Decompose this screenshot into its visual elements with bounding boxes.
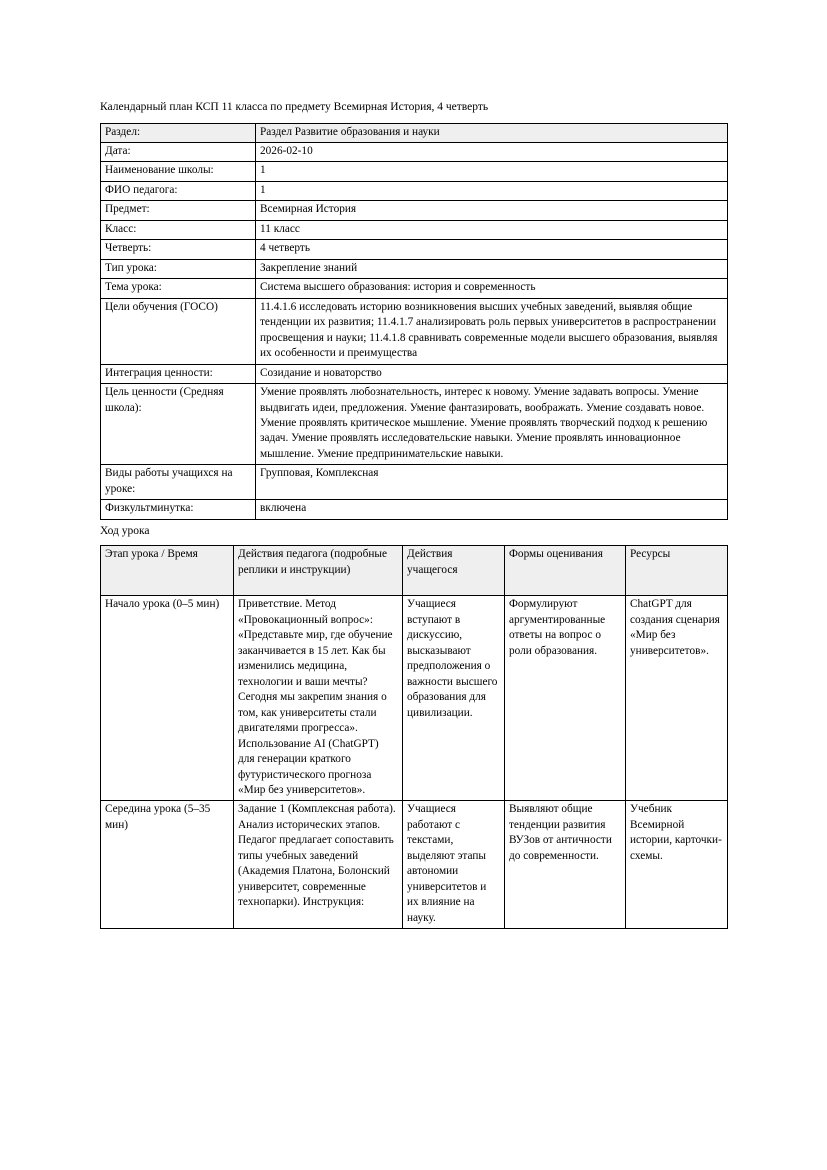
metadata-value: 11.4.1.6 исследовать историю возникновения высших учебных заведений, выявляя общие тенденции их развития; 11.4.1.7 анализировать роль первых университетов в распространении просвещения и науки; 11.4.1.8 сравнивать современные модели высшего образования, выявляя их особенности и преимущества: [256, 298, 728, 364]
metadata-value: Закрепление знаний: [256, 259, 728, 278]
table-row: [101, 801, 728, 929]
cell-resources: Учебник Всемирной истории, карточки-схемы.: [626, 801, 728, 929]
cell-teacher-actions: Приветствие. Метод «Провокационный вопрос»: «Представьте мир, где обучение заканчивается в 15 лет. Как бы изменились медицина, технологии и ваши мечты? Сегодня мы закрепим знания о том, как университеты стали двигателями прогресса». Использование AI (ChatGPT) для генерации краткого футуристического прогноза «Мир без университетов».: [234, 596, 403, 801]
table-row: [101, 279, 728, 298]
metadata-label: Тип урока:: [101, 259, 256, 278]
cell-student-actions: Учащиеся вступают в дискуссию, высказывают предположения о важности высшего образования для цивилизации.: [403, 596, 505, 801]
metadata-value: Созидание и новаторство: [256, 364, 728, 383]
column-header-assessment-forms: Формы оценивания: [505, 546, 626, 596]
table-row: [101, 181, 728, 200]
metadata-label: Физкультминутка:: [101, 500, 256, 519]
table-row: [101, 142, 728, 161]
metadata-value: Умение проявлять любознательность, интерес к новому. Умение задавать вопросы. Умение выдвигать идеи, предложения. Умение фантазировать, воображать. Умение создавать новое. Умение проявлять критическое мышление. Умение проявлять творческий подход к решению задач. Умение проявлять исследовательские навыки. Умение проявлять инновационное мышление. Умение предпринимательские навыки.: [256, 384, 728, 465]
table-row: [101, 220, 728, 239]
metadata-label: Четверть:: [101, 240, 256, 259]
column-header-resources: Ресурсы: [626, 546, 728, 596]
cell-stage: Середина урока (5–35 мин): [101, 801, 234, 929]
table-row: [101, 259, 728, 278]
metadata-table-body: [101, 123, 728, 519]
metadata-value: 2026-02-10: [256, 142, 728, 161]
table-row: [101, 364, 728, 383]
table-row: [101, 465, 728, 500]
column-header-stage: Этап урока / Время: [101, 546, 234, 596]
metadata-label: Тема урока:: [101, 279, 256, 298]
table-row: [101, 500, 728, 519]
table-row: [101, 384, 728, 465]
cell-stage: Начало урока (0–5 мин): [101, 596, 234, 801]
table-row: [101, 123, 728, 142]
metadata-value: Раздел Развитие образования и науки: [256, 123, 728, 142]
metadata-label: Наименование школы:: [101, 162, 256, 181]
column-header-teacher-actions: Действия педагога (подробные реплики и инструкции): [234, 546, 403, 596]
table-row: [101, 240, 728, 259]
table-row: [101, 201, 728, 220]
lesson-flow-heading: Ход урока: [100, 524, 150, 537]
metadata-value: 11 класс: [256, 220, 728, 239]
metadata-label: ФИО педагога:: [101, 181, 256, 200]
table-row: [101, 162, 728, 181]
cell-assessment-forms: Выявляют общие тенденции развития ВУЗов от античности до современности.: [505, 801, 626, 929]
metadata-value: 1: [256, 181, 728, 200]
metadata-value: Всемирная История: [256, 201, 728, 220]
flow-header-row: [101, 546, 728, 596]
metadata-value: включена: [256, 500, 728, 519]
metadata-label: Раздел:: [101, 123, 256, 142]
metadata-label: Предмет:: [101, 201, 256, 220]
cell-teacher-actions: Задание 1 (Комплексная работа). Анализ исторических этапов. Педагог предлагает сопоставить типы учебных заведений (Академия Платона, Болонский университет, современные технопарки). Инструкция:: [234, 801, 403, 929]
metadata-label: Класс:: [101, 220, 256, 239]
metadata-value: 1: [256, 162, 728, 181]
cell-resources: ChatGPT для создания сценария «Мир без университетов».: [626, 596, 728, 801]
table-row: [101, 298, 728, 364]
column-header-student-actions: Действия учащегося: [403, 546, 505, 596]
metadata-value: 4 четверть: [256, 240, 728, 259]
flow-table-head: [101, 546, 728, 596]
cell-assessment-forms: Формулируют аргументированные ответы на вопрос о роли образования.: [505, 596, 626, 801]
metadata-label: Цели обучения (ГОСО): [101, 298, 256, 364]
flow-table-body: [101, 596, 728, 929]
metadata-label: Интеграция ценности:: [101, 364, 256, 383]
table-row: [101, 596, 728, 801]
metadata-value: Групповая, Комплексная: [256, 465, 728, 500]
metadata-value: Система высшего образования: история и современность: [256, 279, 728, 298]
lesson-metadata-table: [100, 123, 728, 520]
metadata-label: Виды работы учащихся на уроке:: [101, 465, 256, 500]
metadata-label: Дата:: [101, 142, 256, 161]
cell-student-actions: Учащиеся работают с текстами, выделяют этапы автономии университетов и их влияние на науку.: [403, 801, 505, 929]
lesson-flow-table: [100, 545, 728, 929]
page-title: Календарный план КСП 11 класса по предмету Всемирная История, 4 четверть: [100, 101, 489, 113]
metadata-label: Цель ценности (Средняя школа):: [101, 384, 256, 465]
